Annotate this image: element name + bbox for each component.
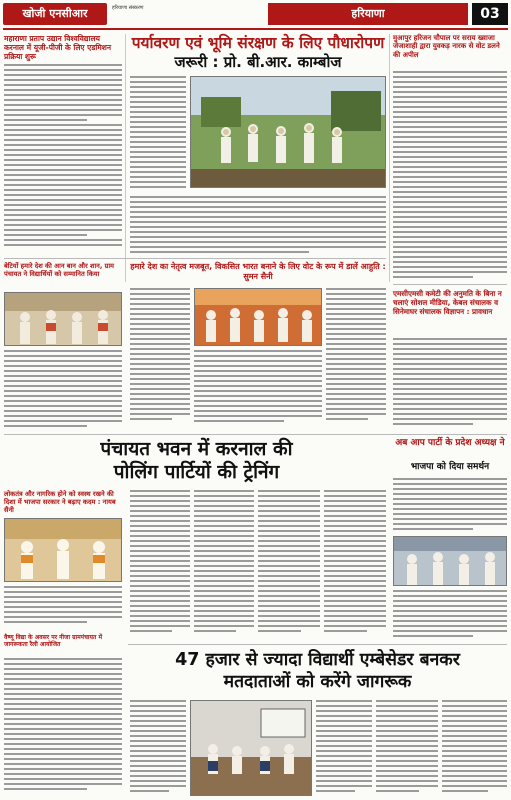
story1-body xyxy=(4,64,122,250)
story2-headline-line2: जरूरी : प्रो. बी.आर. काम्बोज xyxy=(174,53,342,71)
story9-headline-line1: अब आप पार्टी के प्रदेश अध्यक्ष ने xyxy=(395,438,505,448)
story11-body-col5 xyxy=(442,700,507,798)
story2-body-cols xyxy=(130,196,386,256)
story10-body xyxy=(4,658,122,798)
story6-body xyxy=(393,338,507,432)
story11-photo xyxy=(190,700,312,796)
column-divider xyxy=(389,34,390,282)
masthead-rule xyxy=(3,28,508,30)
story9-photo xyxy=(393,536,507,586)
page-number: 03 xyxy=(472,3,508,25)
section-divider xyxy=(4,258,386,259)
story7-body-col4 xyxy=(324,490,386,640)
section-divider xyxy=(393,284,507,285)
story5-photo xyxy=(194,288,322,346)
story11-headline-line1: 47 हजार से ज्यादा विद्यार्थी एम्बेसेडर बनकर xyxy=(175,650,460,670)
story3-headline: मुआपुर हरिजन चौपाल पर सराय ख्वाजा जेजाशाही द्वारा युवकड़ नारक से वोट डलने की अपील xyxy=(393,34,500,59)
story7-headline-line2: पोलिंग पार्टियों की ट्रेनिंग xyxy=(113,461,280,483)
story2-body-col1 xyxy=(130,76,186,192)
story11-body-col3 xyxy=(316,700,372,798)
section-divider xyxy=(4,434,507,435)
story2-photo xyxy=(190,76,386,188)
story8-headline: लोकतंत्र और नागरिक होने को स्वस्थ रखने की दिशा में भाजपा सरकार ने बढ़ाए कदम : नायब सैनी xyxy=(4,490,116,514)
story5-body-col3 xyxy=(326,288,386,428)
column-divider xyxy=(125,34,126,282)
dateline: हरियाणा संस्करण xyxy=(112,5,144,11)
masthead xyxy=(0,0,511,32)
story4-body xyxy=(4,350,122,434)
story8-body xyxy=(4,586,122,630)
story7-body-col2 xyxy=(194,490,254,640)
story7-body-col3 xyxy=(258,490,320,640)
story7-body-col1 xyxy=(130,490,190,640)
story10-headline: वैष्णू विद्या के अवसर पर नीजा ग्रामपंचायत में जागरूकता रैली आयोजित xyxy=(4,634,103,649)
story9-body-top xyxy=(393,478,507,534)
story9-headline-line2: भाजपा को दिया समर्थन xyxy=(410,462,490,472)
story8-photo xyxy=(4,518,122,582)
story4-photo xyxy=(4,292,122,346)
story5-body-col2 xyxy=(194,350,322,428)
story11-body-col1 xyxy=(130,700,186,798)
story11-body-col4 xyxy=(376,700,438,798)
story1-headline: महाराणा प्रताप उद्यान विश्वविद्यालय करनाल में यूजी-पीजी के लिए एडमिशन प्रक्रिया शुरू xyxy=(4,34,112,61)
section-label: हरियाणा xyxy=(268,3,468,25)
story6-headline: एमसीएमसी कमेटी की अनुमति के बिना न चलाएं सोशल मीडिया, केबल संचालक व सिनेमाघर संचालक विज्ञापन : प्रावधान xyxy=(393,289,502,316)
story11-headline-line2: मतदाताओं को करेंगे जागरूक xyxy=(223,672,412,692)
brand-logo: खोजी एनसीआर xyxy=(3,3,107,25)
story4-headline: बेटियों हमारे देश की आन बान और शान, ग्राम पंचायत ने विद्यार्थियों को सम्मानित किया xyxy=(4,262,114,278)
story7-headline-line1: पंचायत भवन में करनाल की xyxy=(100,438,293,460)
story5-body-col1 xyxy=(130,288,190,428)
story3-body xyxy=(393,71,507,281)
section-divider xyxy=(128,644,507,645)
story9-body-bottom xyxy=(393,590,507,640)
story5-headline: हमारे देश का नेतृत्व मजबूत, विकसित भारत बनाने के लिए वोट के रूप में डालें आहुति : सुमन सैनी xyxy=(130,262,386,281)
story2-headline-line1: पर्यावरण एवं भूमि संरक्षण के लिए पौधारोपण xyxy=(131,34,385,52)
